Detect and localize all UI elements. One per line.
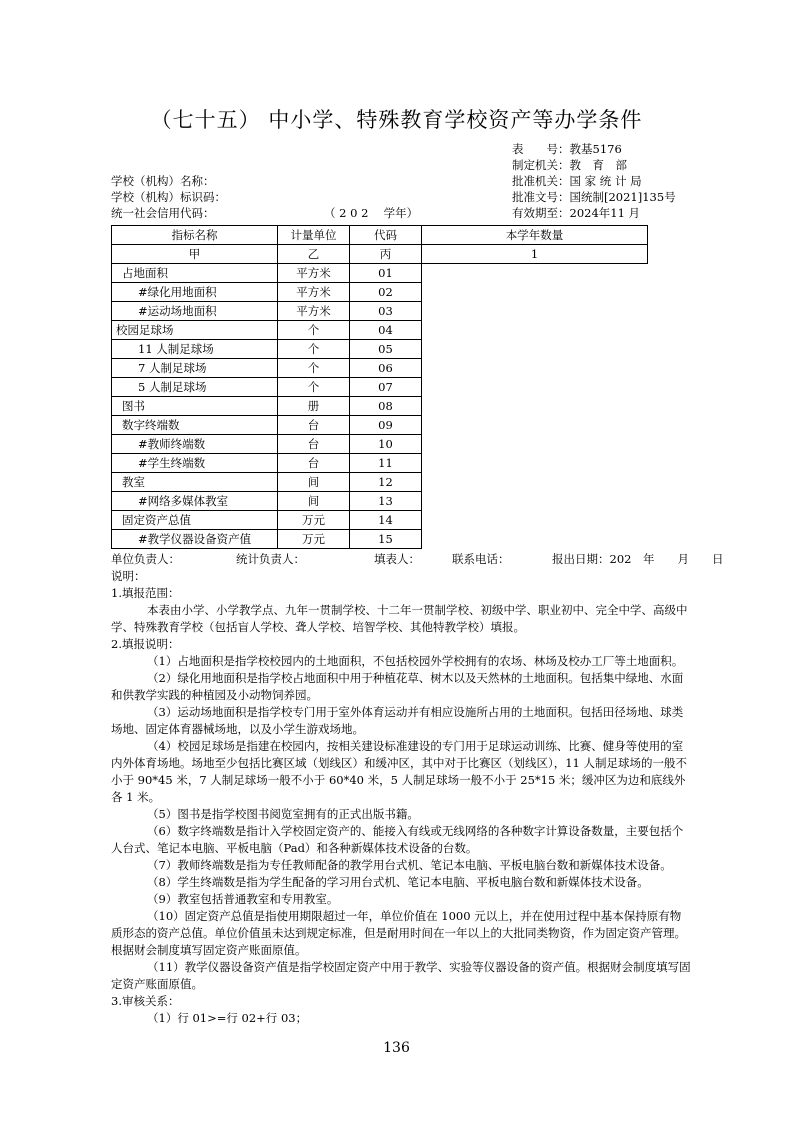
row-quantity-cell[interactable]: [422, 302, 648, 321]
table-row: [112, 264, 648, 283]
row-unit: 个: [278, 321, 350, 340]
note-paragraph: （6）数字终端数是指计入学校固定资产的、能接入有线或无线网络的各种数字计算设备数量，主要包括个人台式、笔记本电脑、平板电脑（Pad）和各种新媒体技术设备的台数。: [111, 824, 684, 855]
row-indicator: 5 人制足球场: [112, 378, 278, 397]
note-paragraph: （7）教师终端数是指为专任教师配备的教学用台式机、笔记本电脑、平板电脑台数和新媒体技术设备。: [147, 858, 672, 872]
row-indicator: 图书: [112, 397, 278, 416]
table-code-row: [112, 245, 648, 264]
note-paragraph: 说明：: [111, 569, 146, 583]
row-quantity-cell[interactable]: [422, 359, 648, 378]
row-quantity-cell[interactable]: [422, 511, 648, 530]
note-paragraph: （2）绿化用地面积是指学校占地面积中用于种植花草、树木以及天然林的土地面积。包括集中绿地、水面和供教学实践的种植园及小动物饲养园。: [111, 671, 684, 702]
report-date-label: 报出日期：202 年 月 日: [552, 552, 724, 566]
meta-label: 制定机关：: [512, 158, 570, 172]
row-unit: 个: [278, 378, 350, 397]
principal-label: 单位负责人：: [111, 552, 180, 566]
row-indicator: #学生终端数: [112, 454, 278, 473]
table-row: [112, 473, 648, 492]
row-indicator: #教师终端数: [112, 435, 278, 454]
meta-row: [512, 189, 676, 205]
phone-label: 联系电话：: [452, 552, 510, 566]
code-bing: 丙: [350, 245, 422, 264]
code-jia: 甲: [112, 245, 278, 264]
table-row: [112, 302, 648, 321]
row-quantity-cell[interactable]: [422, 378, 648, 397]
note-paragraph: （4）校园足球场是指建在校园内，按相关建设标准建设的专门用于足球运动训练、比赛、健身等使用的室内外体育场地。场地至少包括比赛区域（划线区）和缓冲区，其中对于比赛区（划线区），11 人制足球场的一般不小于 90*45 米，7 人制足球场一般不小于 60*40 米，5 人制足球场一般不小于 25*15 米；缓冲区为边和底线外各 1 米。: [111, 739, 688, 804]
meta-label: 有效期至：: [512, 206, 570, 220]
row-code: 02: [350, 283, 422, 302]
row-quantity-cell[interactable]: [422, 473, 648, 492]
row-code: 13: [350, 492, 422, 511]
table-row: [112, 511, 648, 530]
table-row: [112, 359, 648, 378]
row-unit: 万元: [278, 530, 350, 549]
meta-value: 国 家 统 计 局: [569, 174, 642, 188]
row-indicator: 占地面积: [112, 264, 278, 283]
right-meta: [512, 141, 676, 221]
assets-table: [111, 225, 648, 549]
row-indicator: 校园足球场: [112, 321, 278, 340]
row-unit: 平方米: [278, 283, 350, 302]
credit-code-label: 统一社会信用代码：: [111, 206, 215, 220]
row-code: 14: [350, 511, 422, 530]
meta-value: 2024年11 月: [569, 206, 641, 220]
row-unit: 台: [278, 454, 350, 473]
row-code: 05: [350, 340, 422, 359]
row-unit: 个: [278, 340, 350, 359]
meta-label: 表 号：: [512, 142, 570, 156]
note-paragraph: （10）固定资产总值是指使用期限超过一年，单位价值在 1000 元以上，并在使用过程中基本保持原有物质形态的资产总值。单位价值虽未达到规定标准，但是耐用时间在一年以上的大批同类物资，作为固定资产管理。根据财会制度填写固定资产账面原值。: [111, 909, 686, 957]
row-quantity-cell[interactable]: [422, 530, 648, 549]
row-unit: 平方米: [278, 302, 350, 321]
table-row: [112, 283, 648, 302]
row-quantity-cell[interactable]: [422, 283, 648, 302]
code-yi: 乙: [278, 245, 350, 264]
table-row: [112, 435, 648, 454]
table-row: [112, 492, 648, 511]
page-number: 136: [383, 1040, 410, 1056]
note-paragraph: 1.填报范围：: [111, 586, 180, 600]
row-code: 11: [350, 454, 422, 473]
row-indicator: 数字终端数: [112, 416, 278, 435]
school-year-label: （ 2 0 2 学年）: [324, 206, 419, 220]
row-indicator: #网络多媒体教室: [112, 492, 278, 511]
note-paragraph: （3）运动场地面积是指学校专门用于室外体育运动并有相应设施所占用的土地面积。包括田径场地、球类场地、固定体育器械场地，以及小学生游戏场地。: [111, 705, 684, 736]
filler-label: 填表人：: [374, 552, 420, 566]
row-quantity-cell[interactable]: [422, 492, 648, 511]
table-row: [112, 321, 648, 340]
meta-label: 批准机关：: [512, 174, 570, 188]
row-quantity-cell[interactable]: [422, 435, 648, 454]
school-id-label: 学校（机构）标识码：: [111, 190, 226, 204]
row-indicator: #教学仪器设备资产值: [112, 530, 278, 549]
row-indicator: 7 人制足球场: [112, 359, 278, 378]
row-code: 10: [350, 435, 422, 454]
row-code: 15: [350, 530, 422, 549]
note-paragraph: 3.审核关系：: [111, 994, 180, 1008]
table-header-row: [112, 226, 648, 245]
row-code: 03: [350, 302, 422, 321]
row-quantity-cell[interactable]: [422, 397, 648, 416]
row-indicator: 教室: [112, 473, 278, 492]
note-paragraph: 2.填报说明：: [111, 637, 180, 651]
table-row: [112, 530, 648, 549]
row-code: 07: [350, 378, 422, 397]
meta-value: 教 育 部: [569, 158, 627, 172]
row-code: 01: [350, 264, 422, 283]
header-quantity: 本学年数量: [422, 226, 648, 245]
row-indicator: #运动场地面积: [112, 302, 278, 321]
row-unit: 间: [278, 473, 350, 492]
row-code: 09: [350, 416, 422, 435]
row-code: 06: [350, 359, 422, 378]
note-paragraph: （11）教学仪器设备资产值是指学校固定资产中用于教学、实验等仪器设备的资产值。根据财会制度填写固定资产账面原值。: [111, 960, 691, 991]
stats-principal-label: 统计负责人：: [236, 552, 305, 566]
school-name-label: 学校（机构）名称：: [111, 174, 215, 188]
note-paragraph: （9）教室包括普通教室和专用教室。: [147, 892, 339, 906]
row-unit: 个: [278, 359, 350, 378]
row-quantity-cell[interactable]: [422, 416, 648, 435]
note-paragraph: （1）行 01>=行 02+行 03；: [147, 1011, 308, 1025]
row-indicator: #绿化用地面积: [112, 283, 278, 302]
meta-value: 教基5176: [569, 142, 622, 156]
row-code: 08: [350, 397, 422, 416]
meta-row: [512, 205, 676, 221]
note-paragraph: （8）学生终端数是指为学生配备的学习用台式机、笔记本电脑、平板电脑台数和新媒体技术设备。: [147, 875, 649, 889]
code-1: 1: [422, 245, 648, 264]
table-row: [112, 340, 648, 359]
row-unit: 台: [278, 416, 350, 435]
row-indicator: 固定资产总值: [112, 511, 278, 530]
row-quantity-cell[interactable]: [422, 321, 648, 340]
meta-label: 批准文号：: [512, 190, 570, 204]
table-row: [112, 378, 648, 397]
page-title: （七十五） 中小学、特殊教育学校资产等办学条件: [150, 108, 643, 132]
header-indicator: 指标名称: [112, 226, 278, 245]
meta-row: [512, 173, 676, 189]
header-code: 代码: [350, 226, 422, 245]
row-quantity-cell[interactable]: [422, 340, 648, 359]
table-row: [112, 416, 648, 435]
note-paragraph: （1）占地面积是指学校校园内的土地面积，不包括校园外学校拥有的农场、林场及校办工厂等土地面积。: [147, 654, 684, 668]
row-unit: 万元: [278, 511, 350, 530]
table-row: [112, 454, 648, 473]
row-indicator: 11 人制足球场: [112, 340, 278, 359]
notes: [111, 568, 691, 1027]
meta-row: [512, 157, 676, 173]
note-paragraph: 本表由小学、小学教学点、九年一贯制学校、十二年一贯制学校、初级中学、职业初中、完全中学、高级中学、特殊教育学校（包括盲人学校、聋人学校、培智学校、其他特教学校）填报。: [111, 603, 688, 634]
row-unit: 平方米: [278, 264, 350, 283]
row-unit: 台: [278, 435, 350, 454]
row-unit: 间: [278, 492, 350, 511]
meta-row: [512, 141, 676, 157]
table-row: [112, 397, 648, 416]
row-quantity-cell[interactable]: [422, 454, 648, 473]
row-code: 12: [350, 473, 422, 492]
header-unit: 计量单位: [278, 226, 350, 245]
row-unit: 册: [278, 397, 350, 416]
row-quantity-cell[interactable]: [422, 264, 648, 283]
row-code: 04: [350, 321, 422, 340]
meta-value: 国统制[2021]135号: [569, 190, 676, 204]
note-paragraph: （5）图书是指学校图书阅览室拥有的正式出版书籍。: [147, 807, 419, 821]
